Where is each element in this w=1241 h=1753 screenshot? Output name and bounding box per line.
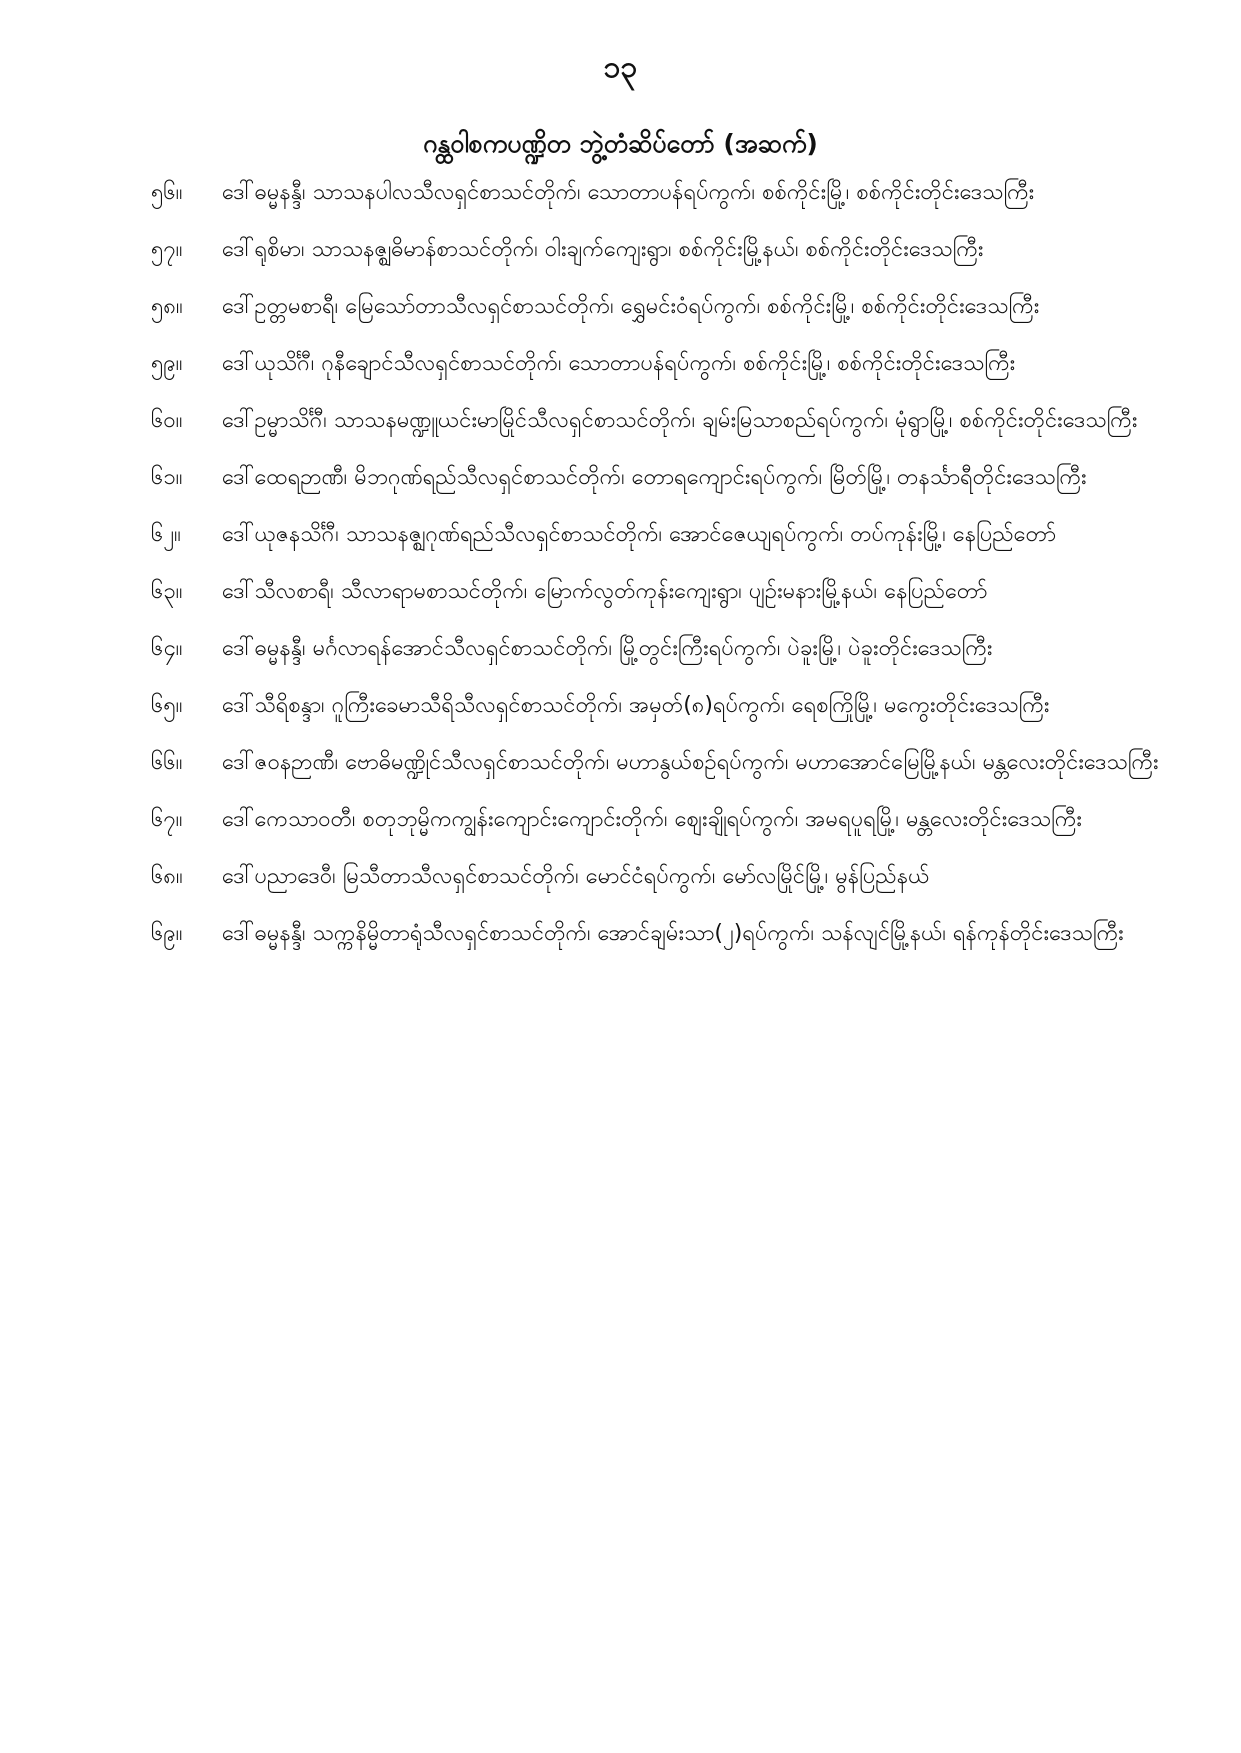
entry-number: ၆၉။ <box>151 921 183 946</box>
entry-number: ၆၅။ <box>151 693 183 718</box>
entry-text: ဒေါ်ယုဇနသိင်္ဂီ၊ သာသနဇ္ဈဂုဏ်ရည်သီလရှင်စာသင်တိုက်၊ အောင်ဇေယျရပ်ကွက်၊ တပ်ကုန်းမြို့၊ နေပြည်တော် <box>222 522 1057 547</box>
list-item <box>151 457 1194 499</box>
entry-text: ဒေါ်ထေရဉာဏီ၊ မိဘဂုဏ်ရည်သီလရှင်စာသင်တိုက်၊ တောရကျောင်းရပ်ကွက်၊ မြိတ်မြို့၊ တနင်္သာရီတိုင်းဒေသကြီး <box>222 465 1087 490</box>
entry-number: ၆၂။ <box>151 522 181 547</box>
page-number: ၁၃ <box>603 50 638 85</box>
list-item <box>151 571 1194 613</box>
entry-list <box>0 172 1241 970</box>
entry-text: ဒေါ်ဥမ္မာသိင်္ဂီ၊ သာသနမဏ္ဍူယင်းမာမြိုင်သီလရှင်စာသင်တိုက်၊ ချမ်းမြသာစည်ရပ်ကွက်၊ မုံရွာမြို့၊ စစ်ကိုင်းတိုင်းဒေသကြီး <box>222 408 1138 433</box>
entry-text: ဒေါ်ဥတ္တမစာရီ၊ မြေသော်တာသီလရှင်စာသင်တိုက်၊ ရွှေမင်းဝံရပ်ကွက်၊ စစ်ကိုင်းမြို့၊ စစ်ကိုင်းတိုင်းဒေသကြီး <box>222 294 1040 319</box>
list-item <box>151 913 1194 955</box>
entry-text: ဒေါ်ရုစိမာ၊ သာသနဇ္ဈဓိမာန်စာသင်တိုက်၊ ဝါးချက်ကျေးရွာ၊ စစ်ကိုင်းမြို့နယ်၊ စစ်ကိုင်းတိုင်းဒေသကြီး <box>222 237 984 262</box>
entry-number: ၆၇။ <box>151 807 183 832</box>
list-item <box>151 172 1194 214</box>
entry-text: ဒေါ်ဓမ္မနန္ဒီ၊ သာသနပါလသီလရှင်စာသင်တိုက်၊ သောတာပန်ရပ်ကွက်၊ စစ်ကိုင်းမြို့၊ စစ်ကိုင်းတိုင်းဒေသကြီး <box>222 180 1035 205</box>
entry-number: ၆၀။ <box>151 408 183 433</box>
page-title: ဂန္ထဝါစကပဏ္ဍိတ ဘွဲ့တံဆိပ်တော် (အဆက်) <box>423 129 818 158</box>
entry-number: ၆၆။ <box>151 750 183 775</box>
list-item <box>151 400 1194 442</box>
entry-text: ဒေါ်ကေသာဝတီ၊ စတုဘုမ္မိကကျွန်းကျောင်းကျောင်းတိုက်၊ ဈေးချိုရပ်ကွက်၊ အမရပူရမြို့၊ မန္တလေးတိုင်းဒေသကြီး <box>222 807 1082 832</box>
list-item <box>151 229 1194 271</box>
entry-text: ဒေါ်ဓမ္မနန္ဒီ၊ သက္ကနိမ္မိတာရုံသီလရှင်စာသင်တိုက်၊ အောင်ချမ်းသာ(၂)ရပ်ကွက်၊ သန်လျင်မြို့နယ်၊ ရန်ကုန်တိုင်းဒေသကြီး <box>222 921 1124 946</box>
list-item <box>151 799 1194 841</box>
list-item <box>151 343 1194 385</box>
entry-text: ဒေါ်ယုသိင်္ဂီ၊ ဂုနီချောင်သီလရှင်စာသင်တိုက်၊ သောတာပန်ရပ်ကွက်၊ စစ်ကိုင်းမြို့၊ စစ်ကိုင်းတိုင်းဒေသကြီး <box>222 351 1016 376</box>
entry-number: ၆၈။ <box>151 864 183 889</box>
entry-number: ၅၉။ <box>151 351 183 376</box>
list-item <box>151 742 1194 784</box>
entry-number: ၆၁။ <box>151 465 183 490</box>
entry-text: ဒေါ်ပညာဒေဝီ၊ မြသီတာသီလရှင်စာသင်တိုက်၊ မောင်ငံရပ်ကွက်၊ မော်လမြိုင်မြို့၊ မွန်ပြည်နယ် <box>222 864 930 889</box>
entry-text: ဒေါ်ဓမ္မနန္ဒီ၊ မင်္ဂလာရန်အောင်သီလရှင်စာသင်တိုက်၊ မြို့တွင်းကြီးရပ်ကွက်၊ ပဲခူးမြို့၊ ပဲခူးတိုင်းဒေသကြီး <box>222 636 993 661</box>
list-item <box>151 286 1194 328</box>
list-item <box>151 628 1194 670</box>
list-item <box>151 685 1194 727</box>
entry-text: ဒေါ်သီရိစန္ဒာ၊ ဂူကြီးခေမာသီရိသီလရှင်စာသင်တိုက်၊ အမှတ်(၈)ရပ်ကွက်၊ ရေစကြိုမြို့၊ မကွေးတိုင်းဒေသကြီး <box>222 693 1050 718</box>
entry-number: ၆၃။ <box>151 579 183 604</box>
entry-number: ၅၆။ <box>151 180 183 205</box>
list-item <box>151 856 1194 898</box>
list-item <box>151 514 1194 556</box>
entry-number: ၅၈။ <box>151 294 183 319</box>
entry-text: ဒေါ်သီလစာရီ၊ သီလာရာမစာသင်တိုက်၊ မြောက်လွတ်ကုန်းကျေးရွာ၊ ပျဉ်းမနားမြို့နယ်၊ နေပြည်တော် <box>222 579 988 604</box>
entry-number: ၆၄။ <box>151 636 183 661</box>
entry-text: ဒေါ်ဇဝနဉာဏီ၊ ဗောဓိမဏ္ဍိုင်သီလရှင်စာသင်တိုက်၊ မဟာနွယ်စဉ်ရပ်ကွက်၊ မဟာအောင်မြေမြို့နယ်၊ မန္တလေးတိုင်းဒေသကြီး <box>222 750 1159 775</box>
entry-number: ၅၇။ <box>151 237 183 262</box>
